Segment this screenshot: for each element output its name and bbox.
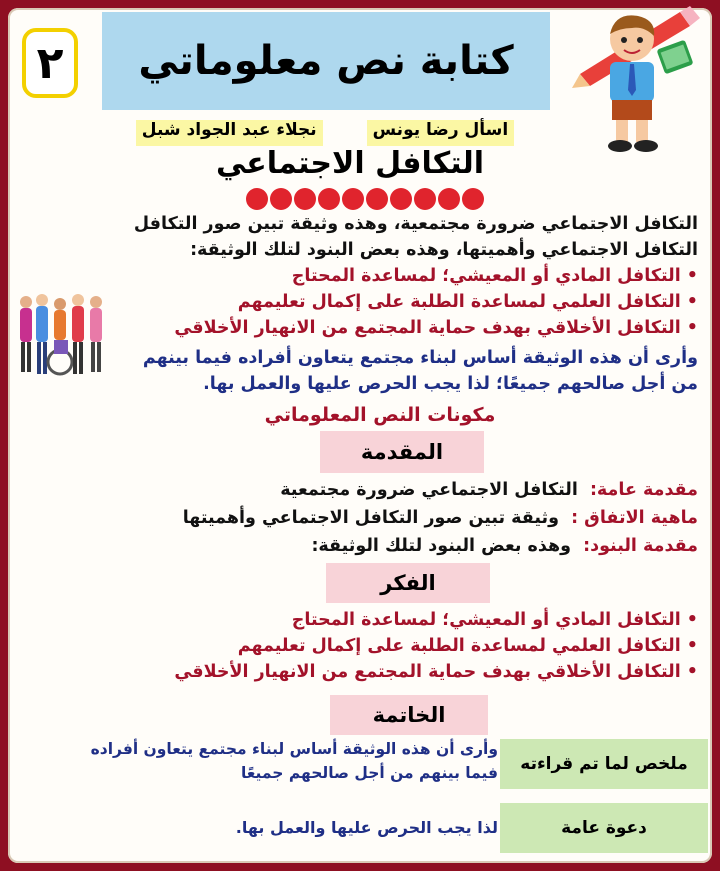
- summary-label-box: ملخص لما تم قراءته: [500, 739, 708, 789]
- point-1: • التكافل المادي أو المعيشي؛ لمساعدة المحتاج: [291, 266, 698, 286]
- intro-row-text: التكافل الاجتماعي ضرورة مجتمعية: [280, 480, 578, 500]
- intro-row-3: [311, 536, 698, 556]
- summary-line-2: فيما بينهم من أجل صالحهم جميعًا: [240, 764, 498, 782]
- lesson-number-badge: ٢: [22, 28, 78, 98]
- call-text: لذا يجب الحرص عليها والعمل بها.: [235, 818, 498, 837]
- author-1: اسأل رضا يونس: [367, 120, 515, 146]
- authors-line: [110, 120, 540, 146]
- author-2: نجلاء عبد الجواد شبل: [136, 120, 323, 146]
- closing-line-2: من أجل صالحهم جميعًا؛ لذا يجب الحرص عليها والعمل بها.: [203, 374, 698, 394]
- ideas-section-heading: الفكر: [326, 563, 490, 603]
- intro-line-2: التكافل الاجتماعي وأهميتها، وهذه بعض البنود لتلك الوثيقة:: [190, 240, 698, 260]
- intro-row-1: [280, 480, 698, 500]
- intro-row-label: مقدمة عامة:: [589, 480, 698, 500]
- page-title: كتابة نص معلوماتي: [102, 12, 550, 110]
- student-illustration: [560, 4, 710, 154]
- intro-row-text: وثيقة تبين صور التكافل الاجتماعي وأهميتها: [182, 508, 559, 528]
- intro-section-heading: المقدمة: [320, 431, 484, 473]
- intro-row-2: [183, 508, 698, 528]
- intro-row-text: وهذه بعض البنود لتلك الوثيقة:: [311, 536, 572, 556]
- idea-point-3: • التكافل الأخلاقي بهدف حماية المجتمع من الانهيار الأخلاقي: [174, 662, 698, 682]
- intro-line-1: التكافل الاجتماعي ضرورة مجتمعية، وهذه وثيقة تبين صور التكافل: [133, 214, 698, 234]
- call-label-box: دعوة عامة: [500, 803, 708, 853]
- conclusion-section-heading: الخاتمة: [330, 695, 488, 735]
- subject-title: التكافل الاجتماعي: [215, 146, 485, 181]
- summary-line-1: وأرى أن هذه الوثيقة أساس لبناء مجتمع يتعاون أفراده: [90, 740, 498, 758]
- community-people-illustration: [16, 290, 108, 390]
- decorative-dots: [245, 187, 485, 211]
- point-3: • التكافل الأخلاقي بهدف حماية المجتمع من الانهيار الأخلاقي: [174, 318, 698, 338]
- components-title: مكونات النص المعلوماتي: [264, 404, 496, 426]
- closing-line-1: وأرى أن هذه الوثيقة أساس لبناء مجتمع يتعاون أفراده فيما بينهم: [142, 348, 698, 368]
- point-2: • التكافل العلمي لمساعدة الطلبة على إكمال تعليمهم: [237, 292, 698, 312]
- idea-point-1: • التكافل المادي أو المعيشي؛ لمساعدة المحتاج: [291, 610, 698, 630]
- idea-point-2: • التكافل العلمي لمساعدة الطلبة على إكمال تعليمهم: [237, 636, 698, 656]
- intro-row-label: مقدمة البنود:: [583, 536, 698, 556]
- intro-row-label: ماهية الاتفاق :: [571, 508, 698, 528]
